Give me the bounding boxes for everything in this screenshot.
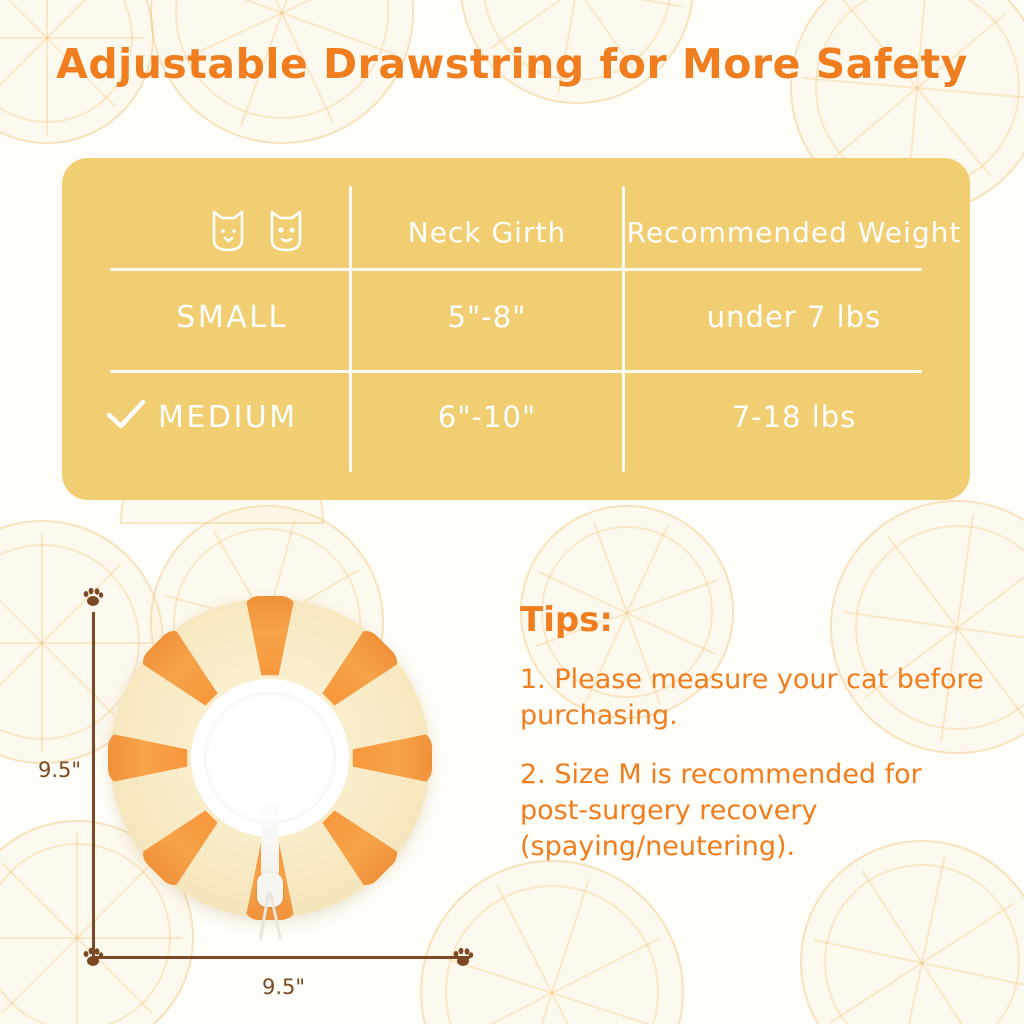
paw-print-icon: [452, 946, 474, 968]
table-vertical-divider: [622, 186, 625, 472]
tip-item: 2. Size M is recommended for post-surgery recovery (spaying/neutering).: [520, 759, 922, 862]
tips-section: [520, 600, 990, 888]
table-horizontal-divider: [110, 268, 922, 271]
table-row-medium-weight: 7-18 lbs: [731, 400, 857, 434]
table-row-medium-neck-girth: 6"-10": [437, 400, 537, 434]
table-row-small-neck-girth: 5"-8": [447, 300, 527, 334]
height-measure-label: 9.5": [38, 758, 82, 782]
height-measure-line: [92, 612, 95, 958]
tips-heading: Tips:: [520, 600, 614, 640]
width-measure-label: 9.5": [262, 975, 306, 999]
width-measure-line: [92, 956, 470, 959]
column-header-recommended-weight: Recommended Weight: [626, 215, 962, 249]
paw-print-icon: [82, 586, 104, 608]
size-chart-table: [62, 158, 970, 500]
column-header-neck-girth: Neck Girth: [407, 215, 567, 249]
table-horizontal-divider: [110, 370, 922, 373]
page-title: Adjustable Drawstring for More Safety: [56, 40, 968, 88]
drawstring-strap: [261, 796, 279, 880]
drawstring-toggle: [257, 873, 283, 907]
table-row-small-size[interactable]: SMALL: [176, 299, 288, 335]
table-row-small-weight: under 7 lbs: [706, 300, 882, 334]
product-photo-cat-recovery-collar: [110, 598, 430, 918]
table-row-medium-size[interactable]: [104, 386, 354, 448]
two-cat-faces-icon: [172, 200, 342, 262]
paw-print-icon: [82, 946, 104, 968]
checkmark-icon: [104, 397, 148, 437]
table-row-medium-size-label: MEDIUM: [158, 399, 298, 435]
tip-item: 1. Please measure your cat before purchasing.: [520, 664, 984, 731]
